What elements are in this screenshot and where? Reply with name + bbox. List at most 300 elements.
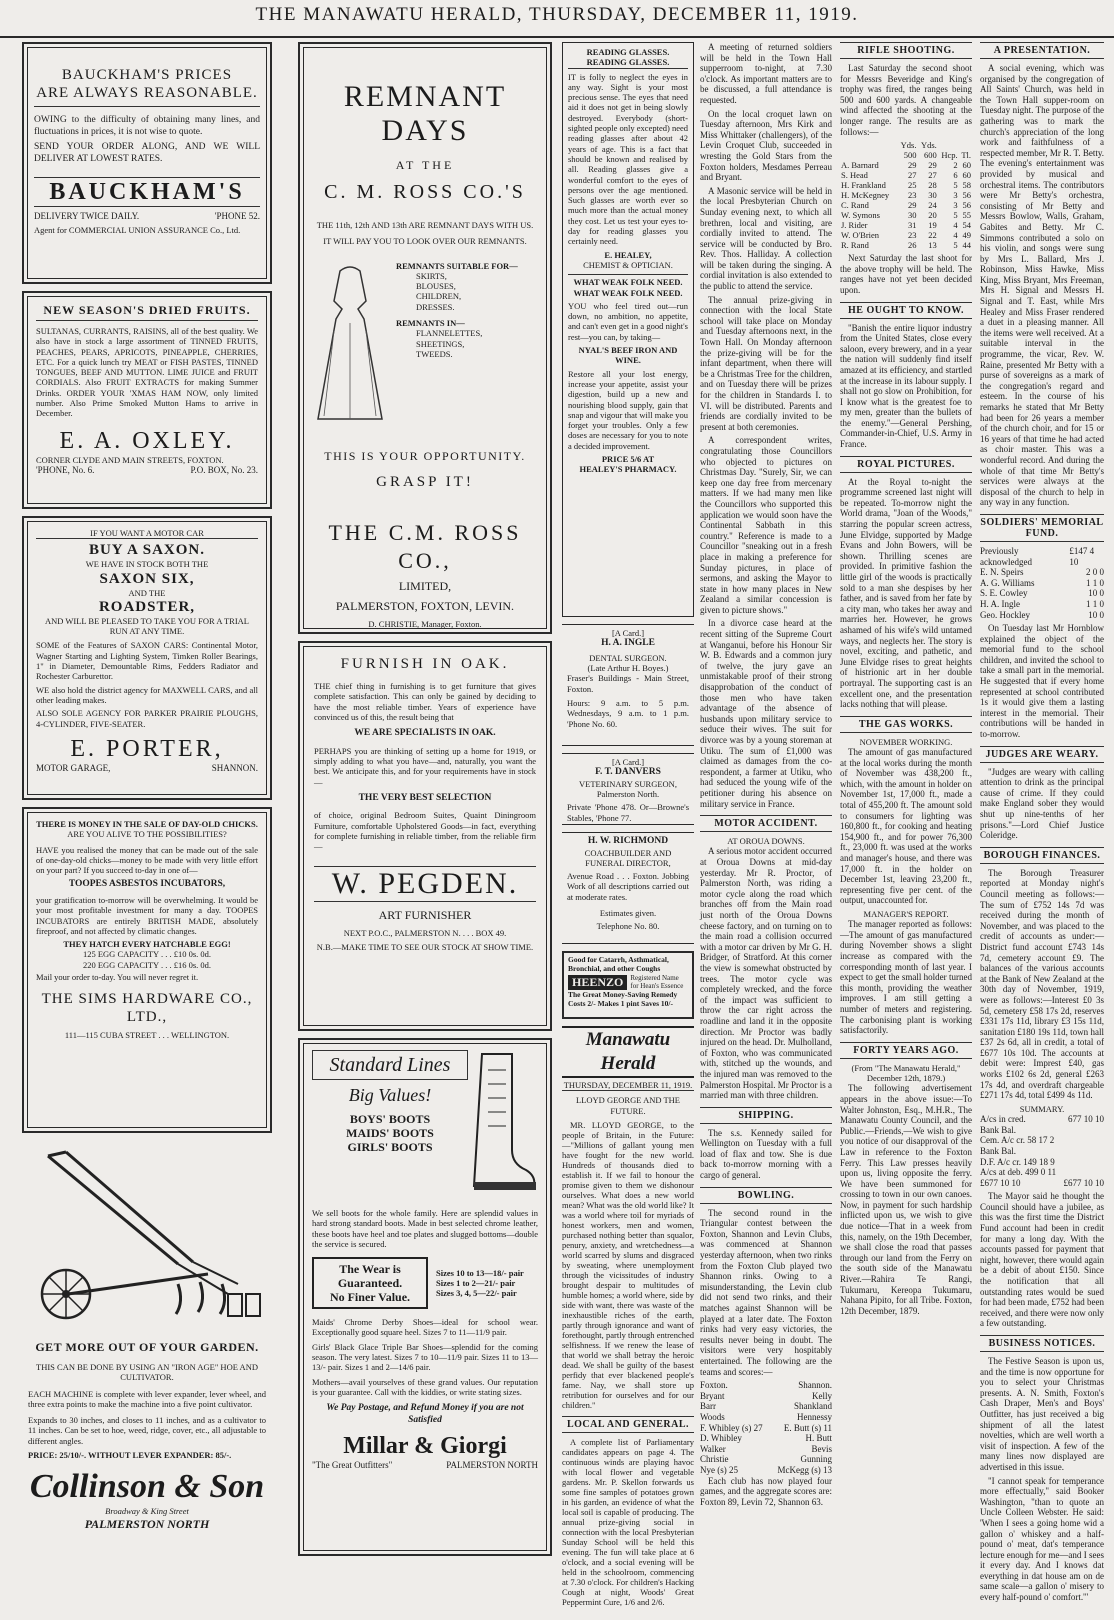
heenzo-remedy: The Great Money-Saving Remedy bbox=[568, 990, 678, 999]
bowling-team-cell: H. Butt bbox=[805, 1433, 832, 1444]
fund-row bbox=[980, 599, 1104, 610]
porter-buy: BUY A SAXON. bbox=[88, 542, 206, 559]
rifle-cell bbox=[840, 150, 897, 160]
ingle-address: Fraser's Buildings - Main Street, Foxton. bbox=[567, 673, 689, 694]
millar-top bbox=[312, 1050, 538, 1200]
bowling-team-cell: E. Butt (s) 11 bbox=[783, 1422, 832, 1433]
millar-big: Big Values! bbox=[348, 1085, 432, 1105]
boot-illustration bbox=[468, 1050, 538, 1200]
manager-report-text: The manager reported as follows:—The amount of gas manufactured during November shows a slight increase as compared with the corresponding month of last year. I expect to get the small holder turned this month, providing the weather improves. I am still getting a number of meters and registering. The carbonising plant is working satisfactorily. bbox=[840, 919, 972, 1036]
porter-stock: WE HAVE IN STOCK BOTH THE bbox=[85, 559, 209, 570]
collinson-ad bbox=[22, 1140, 272, 1608]
ross-item: TWEEDS. bbox=[416, 348, 453, 359]
rifle-cell: H. McKegney bbox=[841, 190, 890, 201]
summary-row-cell: A/cs at deb. 499 0 11 bbox=[980, 1167, 1057, 1178]
healey-pharmacy: HEALEY'S PHARMACY. bbox=[579, 464, 677, 475]
bowling-text: The second round in the Triangular contest between the Foxton, Shannon and Levin Clubs, was commenced at Shannon yesterday afternoon, when two rinks from the Foxton Club played two Shannon rinks. Owing to a misunderstanding, the Levin club did not send two rinks, and their matches against Shannon will be played at a later date. The Foxton rinks had very easy victories, the results never being in doubt. The visitors were very hospitably entertained. The following are the teams and scores:— bbox=[700, 1207, 832, 1377]
cultivator-illustration bbox=[28, 1144, 266, 1334]
porter-features: SOME of the Features of SAXON CARS: Continental Motor, Wagner Starting and Lighting System, Timken Roller Bearings, 1" in Diameter, Demountable Rims, Fedders Radiator and Rochester Carburettor. bbox=[36, 640, 258, 682]
rifle-cell: 24 bbox=[928, 200, 937, 211]
millar-girls: Girls' Black Glace Triple Bar Shoes—splendid for the coming season. The very latest. Sizes 7 to 10—11/9 pair. Sizes 11 to 13—13/- pair. Sizes 1 and 2—14/6 pair. bbox=[312, 1341, 538, 1373]
manager-report-heading: MANAGER'S REPORT. bbox=[863, 908, 949, 919]
herald-editorial bbox=[562, 1026, 694, 1607]
sims-ltd: LTD., bbox=[126, 1009, 168, 1026]
rifle-cell: 5 bbox=[953, 240, 958, 251]
millar-wear: Guaranteed. bbox=[337, 1276, 403, 1291]
millar-mothers: Mothers—avail yourselves of these grand values. Our reputation is your guarantee. Call with the kiddies, or write stating sizes. bbox=[312, 1376, 538, 1397]
ross-manager: D. CHRISTIE, Manager, Foxton. bbox=[368, 618, 482, 629]
forty-years-text: The following advertisement appears in the above issue:—To Walter Johnston, Esq., M.H.R., The Manawatu County Council, and the Public.—Friends,—We wish to give you notice of our disapproval of the Law in reference to the Foxton Ferry. This Law presses heavily upon us, living opposite the ferry. We have been summoned for crossing to town in our own canoes. Now, in payment for such hardship inflicted upon us, we wish to give due notice—That in a week from this, namely, on the 19th December, we shall close the road that passes through our land from the Ferry on the south side of the Manawatu River.—Rahira Te Rangi, Tukumaru, Kereopa Tukumaru, Nahana Pipito, for all Tribe. Foxton, 12th December, 1879. bbox=[840, 1083, 972, 1316]
ingle-card bbox=[562, 624, 694, 746]
millar-outfitters: "The Great Outfitters" bbox=[312, 1460, 393, 1471]
heenzo-brand: HEENZO bbox=[568, 975, 627, 990]
herald-title: Manawatu Herald bbox=[562, 1026, 694, 1078]
ross-days: DAYS bbox=[381, 114, 469, 147]
healey-price: PRICE 5/6 AT bbox=[601, 453, 655, 464]
rifle-cell: 23 bbox=[907, 190, 917, 201]
summary-row bbox=[980, 1146, 1104, 1157]
millar-size: Sizes 3, 4, 5—22/- pair bbox=[436, 1288, 517, 1299]
ross-item: BLOUSES, bbox=[416, 281, 456, 292]
sims-address: 111—115 CUBA STREET . . . WELLINGTON. bbox=[64, 1030, 230, 1041]
fund-row-cell: E. N. Speirs bbox=[980, 567, 1024, 578]
bowling-team-cell: Nye (s) 25 bbox=[700, 1464, 738, 1475]
healey-ad bbox=[562, 42, 694, 617]
sims-brand: TOOPES ASBESTOS INCUBATORS, bbox=[68, 879, 226, 890]
memorial-fund-list bbox=[980, 546, 1104, 620]
summary-row-cell: Bank Bal. bbox=[980, 1124, 1016, 1135]
porter-name: E. PORTER, bbox=[70, 735, 224, 762]
motor-accident-sub: AT OROUA DOWNS. bbox=[727, 836, 805, 847]
ingle-label: [A Card.] bbox=[611, 628, 645, 638]
summary-row bbox=[980, 1125, 1104, 1136]
richmond-phone: Telephone No. 80. bbox=[596, 921, 660, 932]
richmond-name: H. W. RICHMOND bbox=[587, 836, 669, 846]
porter-town: SHANNON. bbox=[211, 762, 258, 773]
local-general-heading: LOCAL AND GENERAL. bbox=[562, 1416, 694, 1433]
rifle-end: Next Saturday the last shoot for the above trophy will be held. The ranges have not yet been decided upon. bbox=[840, 253, 972, 295]
news-paragraph: On the local croquet lawn on Tuesday afternoon, Mrs Kirk and Miss Whittaker (challengers), of the Levin Croquet Club, succeeded in wresting the Gold Stars from the Foxton holders, Mesdames Perreau and Bryant. bbox=[700, 108, 832, 183]
healey-name: E. HEALEY, bbox=[604, 249, 652, 260]
ross-item: SKIRTS, bbox=[416, 270, 447, 281]
richmond-role: COACHBUILDER AND FUNERAL DIRECTOR, bbox=[584, 847, 672, 868]
masthead: THE MANAWATU HERALD, THURSDAY, DECEMBER 11, 1919. bbox=[0, 4, 1114, 38]
pegden-art: ART FURNISHER bbox=[378, 907, 472, 922]
rifle-row bbox=[840, 200, 972, 210]
dress-illustration bbox=[310, 261, 390, 431]
borough-finances-heading: BOROUGH FINANCES. bbox=[980, 847, 1104, 864]
rifle-cell: 600 bbox=[924, 150, 937, 161]
summary-row-cell: A/cs in cred. bbox=[980, 1114, 1026, 1125]
sims-text-2: your gratification to-morrow will be overwhelming. It would be your most profitable investment for many a day. TOOPES INCUBATORS are entirely BRITISH MADE, absolutely fireproof, and not affected by climatic changes. bbox=[36, 894, 258, 936]
pegden-nb: N.B.—MAKE TIME TO SEE OUR STOCK AT SHOW TIME. bbox=[316, 941, 534, 952]
bowling-team-cell: Shankland bbox=[794, 1401, 832, 1412]
millar-guarantee-box bbox=[312, 1257, 428, 1309]
collinson-text: THIS CAN BE DONE BY USING AN "IRON AGE" HOE AND CULTIVATOR. bbox=[36, 1362, 258, 1383]
herald-date: THURSDAY, DECEMBER 11, 1919. bbox=[563, 1080, 693, 1090]
bowling-end: Each club has now played four games, and the aggregate scores are: Foxton 89, Levin 72, Shannon 63. bbox=[700, 1475, 832, 1507]
rifle-cell: 27 bbox=[928, 170, 937, 181]
fund-row bbox=[980, 546, 1104, 567]
ross-limited: LIMITED, bbox=[398, 578, 452, 593]
fund-row-cell: 1 1 0 bbox=[1086, 577, 1104, 588]
summary-row bbox=[980, 1135, 1104, 1146]
ross-pay: IT WILL PAY YOU TO LOOK OVER OUR REMNANTS. bbox=[323, 236, 527, 247]
collinson-text-3: Expands to 30 inches, and closes to 11 inches, and as a cultivator to 11 inches. Can be set to hoe, weed, ridge, cover, etc., all adjustable to different angles. bbox=[28, 1415, 266, 1446]
rifle-cell: H. Frankland bbox=[841, 180, 886, 191]
pegden-text: THE chief thing in furnishing is to get furniture that gives complete satisfaction. This can only be gained by deciding to have the most reliable timber. Years of experience have convinced us of this, the result being that bbox=[314, 681, 536, 722]
oxley-title: NEW SEASON'S DRIED FRUITS. bbox=[36, 303, 258, 321]
collinson-town: PALMERSTON NORTH bbox=[84, 1516, 210, 1531]
rifle-cell: 20 bbox=[928, 210, 937, 221]
sims-mail: Mail your order to-day. You will never regret it. bbox=[36, 972, 199, 983]
ingle-role: DENTAL SURGEON. bbox=[589, 652, 667, 663]
fund-row bbox=[980, 578, 1104, 589]
ross-ad bbox=[298, 42, 552, 634]
porter-andthe: AND THE bbox=[128, 587, 166, 598]
oxley-ad bbox=[22, 291, 272, 509]
rifle-cell: 500 bbox=[903, 150, 917, 161]
rifle-cell: Yds. bbox=[920, 140, 937, 151]
fund-row-cell: Geo. Hockley bbox=[980, 609, 1030, 620]
heenzo-good: Good for Catarrh, Asthmatical, Bronchial, and other Coughs bbox=[568, 955, 669, 973]
richmond-card bbox=[562, 832, 694, 944]
pegden-best: THE VERY BEST SELECTION bbox=[358, 792, 492, 803]
boot-drawing bbox=[468, 1050, 538, 1200]
bowling-team-row bbox=[700, 1412, 832, 1423]
healey-weak: WHAT WEAK FOLK NEED. bbox=[568, 274, 688, 287]
forty-years-sub: (From "The Manawatu Herald," December 12th, 1879.) bbox=[851, 1062, 961, 1084]
herald-lead-text: MR. LLOYD GEORGE, to the people of Britain, in the Future:—"Millions of gallant young men have fought for the new world. Hundreds of thousands died to establish it. If we fail to honour the promise given to them we dishonour ourselves. What does a new world mean? What was the old world like? It was a world where toil for myriads of honest workers, men and women, purchased nothing better than squalor, penury, anxiety, and wretchedness—a world scarred by slums and disgraced by sweating, where unemployment through the vicissitudes of industry brought despair to multitudes of humble homes; a world where, side by side with want, there was waste of the inexhaustible riches of the earth, partly through ignorance and want of forethought, partly through entrenched selfishness. If we renew the lease of that world we shall betray the heroic dead. We shall be guilty of the basest perfidy that ever blackened people's fame. Nay, we shall store up retribution for ourselves and for our children." bbox=[562, 1119, 694, 1410]
summary-row bbox=[980, 1114, 1104, 1125]
rifle-cell: 3 bbox=[953, 200, 958, 211]
danvers-role: VETERINARY SURGEON, Palmerston North. bbox=[579, 778, 677, 800]
rifle-cell: 4 bbox=[953, 230, 958, 241]
rifle-cell: 29 bbox=[907, 160, 917, 171]
porter-trial: AND WILL BE PLEASED TO TAKE YOU FOR A TRIAL RUN AT ANY TIME. bbox=[44, 615, 250, 637]
fund-row-cell: 2 0 0 bbox=[1086, 567, 1104, 578]
bowling-team-row bbox=[700, 1444, 832, 1455]
forty-years-heading: FORTY YEARS AGO. bbox=[840, 1042, 972, 1059]
gas-works-text: The amount of gas manufactured at the local works during the month of November was 438,200 ft., which, with the amount in holder on November 1st, 17,000 ft., made a total of 455,200 ft. The amount sold to consumers for lighting was 160,800 ft., for cooking and heating 154,900 ft., and for power 76,300 ft., 23,000 ft. was used at the works and manager's house, and there was 17,000 ft. in the holder on December 1st, leaving 23,200 ft., representing five per cent. of the output, unaccounted for. bbox=[840, 747, 972, 906]
bowling-team-cell: Shannon. bbox=[798, 1380, 832, 1391]
richmond-text: Avenue Road . . . Foxton. Jobbing Work of all descriptions carried out at moderate rates. bbox=[567, 871, 689, 902]
motor-accident-text: A serious motor accident occurred at Oroua Downs at mid-day yesterday. Mr R. Proctor, of Palmerston North, was riding a motor cycle along the road which branches off from the Main road just north of the Oroua Downs cheese factory, and on turning on to the main road a collision occurred with a motor car driven by Mr G. H. Bridger, of Stratford. At this corner the view is somewhat obstructed by trees. The motor cycle was completely wrecked, and the force of the impact was sufficient to throw the car right across the roadline and land it in the opposite direction. Mr Proctor was badly injured on the head. Dr. Mulholland, of Foxton, who was communicated with, stitched up the wounds, and the injured man was removed to the Palmerston Hospital. Mr Proctor is a married man with three children. bbox=[700, 846, 832, 1101]
bowling-team-row bbox=[700, 1380, 832, 1391]
bowling-team-cell: F. Whibley (s) 27 bbox=[700, 1422, 763, 1433]
millar-title: Standard Lines bbox=[312, 1050, 468, 1080]
rifle-cell: 22 bbox=[928, 230, 937, 241]
bauckham-contact bbox=[34, 211, 260, 222]
column-6 bbox=[980, 42, 1104, 1614]
sims-text: HAVE you realised the money that can be made out of the sale of one-day-old chicks—money to be made with very little effort on your part? If you succeed to-day in one of— bbox=[36, 844, 258, 876]
gas-works-heading: THE GAS WORKS. bbox=[840, 716, 972, 733]
rifle-cell: 28 bbox=[928, 180, 937, 191]
ross-towns: PALMERSTON, FOXTON, LEVIN. bbox=[335, 598, 515, 613]
ross-item: CHILDREN, bbox=[416, 291, 462, 302]
oxley-contact bbox=[36, 465, 258, 476]
news-paragraph: A meeting of returned soldiers will be held in the Town Hall supperroom to-night, at 7.30 o'clock. As important matters are to be discussed, a full attendance is requested. bbox=[700, 42, 832, 105]
bauckham-text-2: SEND YOUR ORDER ALONG, AND WE WILL DELIVER AT LOWEST RATES. bbox=[34, 142, 260, 164]
shipping-heading: SHIPPING. bbox=[700, 1107, 832, 1124]
ross-item: FLANNELETTES, bbox=[416, 328, 483, 339]
fund-row bbox=[980, 610, 1104, 621]
collinson-text-2: EACH MACHINE is complete with lever expander, lever wheel, and three extra points to make the machine into a five point cultivator. bbox=[28, 1388, 266, 1409]
millar-name: Millar & Giorgi bbox=[343, 1433, 507, 1460]
local-general-text: A complete list of Parliamentary candidates appears on page 4. The continuous winds are playing havoc with local flower and vegetable gardens. Mr. P. Skellon forwards us some fine samples of potatoes grown in his garden, an evidence of what the local soil is capable of producing. The annual prize-giving social in connection with the local Presbyterian Sunday School will be held this evening. The fun will take place at 6 o'clock, and a social evening will be held in the schoolroom, commencing at 7.30 o'clock. For children's Hacking Cough at night, Woods' Great Peppermint Cure, 1/6 and 2/6. bbox=[562, 1436, 694, 1607]
column-3 bbox=[562, 42, 694, 1614]
rifle-text: Last Saturday the second shoot for Messrs Beveridge and King's trophy was fired, the ranges being 500 and 600 yards. A changeable wind affected the shooting at the longer range. The results are as follows:— bbox=[840, 63, 972, 137]
millar-size: Sizes 10 to 13—18/- pair bbox=[436, 1267, 524, 1278]
summary-row-cell: 677 10 10 bbox=[1068, 1114, 1104, 1125]
judges-text: "Judges are weary with calling attention to drink as the principal cause of crime. If they could make England sober they would shut up nine-tenths of her prisons."—Lord Chief Justice Coleridge. bbox=[980, 766, 1104, 841]
rifle-cell: 58 bbox=[962, 180, 971, 191]
ross-at: AT THE bbox=[395, 158, 455, 172]
healey-headline: READING GLASSES. bbox=[586, 47, 670, 57]
ross-store: C. M. ROSS CO.'S bbox=[324, 181, 526, 203]
sims-subheadline: ARE YOU ALIVE TO THE POSSIBILITIES? bbox=[67, 829, 227, 840]
presentation-text: A social evening, which was organised by the congregation of All Saints' Church, was held in the Town Hall supper-room on Tuesday night. The purpose of the gathering was to mark the church's appreciation of the long work and faithfulness of a respected member, Mr R. T. Betty. The evening's entertainment was provided by musical and orchestral items. The contributors were Mr Betty's orchestra, consisting of Mr Betty and Messrs Bowlow, Walls, Graham, Gabites and Betty. Mr C. Simmons contributed a solo on his violin, and songs were sung by Mrs L. Ballard, Mrs J. Robinson, Miss Hawke, Miss King, Miss Bryant, Mrs Freeman, Mrs H. Signal and Messrs H. Signal and T. East, while Mrs Healey and Miss Fraser rendered a duet in a pleasing manner. All the items were well received. At a suitable interval in the programme, the vicar, Rev. W. Raine, presented Mr Betty with a purse of sovereigns as a mark of the congregation's regard and esteem. In the course of his remarks he stated that Mr Betty had been for 26 years a member of the church choir, and for 15 or 16 years of that time he had acted as choir master. This was a wonderful record. And during the whole of that time Mr Betty's services were always at the disposal of the church to help in any way in any function. bbox=[980, 63, 1104, 508]
millar-text: We sell boots for the whole family. Here are splendid values in hard strong standard boots. Made in best selected chrome leather, these boots have heel and toe plates and slugged bottoms—double the service is secured. bbox=[312, 1208, 538, 1249]
millar-wear: No Finer Value. bbox=[329, 1290, 411, 1305]
rifle-row bbox=[840, 230, 972, 240]
fund-row-cell: Previously acknowledged bbox=[980, 545, 1032, 567]
bowling-team-row bbox=[700, 1433, 832, 1444]
memorial-fund-text: On Tuesday last Mr Hornblow explained the object of the memorial fund to the school children, and invited the school to take a small part in the memorial. He suggested that if every home represented at school contributed 1s it would give them a lasting interest in the memorial. Their contributions will be handed in to-morrow. bbox=[980, 623, 1104, 740]
rifle-cell: 60 bbox=[962, 160, 971, 171]
summary-heading: SUMMARY. bbox=[1019, 1103, 1065, 1114]
business-notices-heading: BUSINESS NOTICES. bbox=[980, 1335, 1104, 1352]
rifle-header-row bbox=[840, 150, 972, 160]
porter-garage-row bbox=[36, 763, 258, 774]
fund-row-cell: 1 1 0 bbox=[1086, 598, 1104, 609]
porter-roadster: ROADSTER, bbox=[98, 598, 196, 615]
judges-heading: JUDGES ARE WEARY. bbox=[980, 746, 1104, 763]
porter-six: SAXON SIX, bbox=[99, 570, 195, 587]
pegden-address: NEXT P.O.C., PALMERSTON N. . . . BOX 49. bbox=[343, 927, 507, 938]
bowling-team-cell: Kelly bbox=[812, 1390, 832, 1401]
rifle-cell: R. Rand bbox=[841, 240, 869, 251]
news-paragraph: In a divorce case heard at the recent sitting of the Supreme Court at Wanganui, before his Honour Sir W. B. Edwards and a common jury of twelve, the jury gave an unmistakable proof of their strong disapprobation of the conduct of those men who have taken advantage of the absence of husbands upon military service to seduce their wives. The suit for divorce was by a young storeman at Utiku. The sum of £1,000 was claimed as damages from the co-respondent, a farmer at Utiku, who had seduced the young wife of the petitioner during his absence on military service in France. bbox=[700, 618, 832, 809]
bowling-team-cell: Christie bbox=[700, 1454, 729, 1465]
rifle-cell: A. Barnard bbox=[841, 160, 879, 171]
bowling-team-row bbox=[700, 1465, 832, 1476]
sims-name: THE SIMS HARDWARE CO., bbox=[41, 991, 253, 1008]
dress-drawing bbox=[310, 261, 390, 431]
fund-row bbox=[980, 588, 1104, 599]
shipping-text: The s.s. Kennedy sailed for Wellington on Tuesday with a full load of flax and tow. She is due back to-morrow morning with a cargo of general. bbox=[700, 1127, 832, 1181]
rifle-cell: 6 bbox=[953, 170, 958, 181]
ross-remnants-block bbox=[310, 261, 540, 431]
rifle-cell bbox=[959, 140, 972, 150]
healey-headline: READING GLASSES. bbox=[568, 57, 688, 68]
rifle-cell bbox=[938, 140, 959, 150]
rifle-header-row bbox=[840, 140, 972, 150]
ingle-name: H. A. INGLE bbox=[601, 638, 655, 649]
rifle-cell: 55 bbox=[962, 210, 971, 221]
porter-garage: MOTOR GARAGE, bbox=[36, 762, 111, 773]
danvers-name: F. T. DANVERS bbox=[595, 767, 661, 778]
bauckham-name: BAUCKHAM'S bbox=[34, 177, 260, 207]
column-4 bbox=[700, 42, 832, 1614]
rifle-cell: 27 bbox=[907, 170, 917, 181]
bowling-team-cell: Hennessy bbox=[797, 1411, 832, 1422]
rifle-cell: 31 bbox=[907, 220, 917, 231]
collinson-street: Broadway & King Street bbox=[105, 1506, 189, 1517]
porter-ad bbox=[22, 516, 272, 800]
rifle-row bbox=[840, 220, 972, 230]
ross-company: THE C.M. ROSS CO., bbox=[328, 519, 522, 573]
fund-row-cell: H. A. Ingle bbox=[980, 598, 1020, 609]
oxley-box: P.O. BOX, No. 23. bbox=[190, 464, 258, 475]
rifle-cell: 30 bbox=[907, 210, 917, 221]
news-paragraph: The annual prize-giving in connection with the local State school will take place on Monday and Tuesday afternoons next, in the Town Hall. On Monday afternoon the prize-giving will be for the infant department, when there will be a Christmas Tree for the children, and on Tuesday there will be prizes for the children in Standards I. to VI. will be distributed. Parents and friends are cordially invited to be present at both ceremonies. bbox=[700, 294, 832, 432]
bauckham-ad bbox=[22, 42, 272, 284]
healey-text-2: YOU who feel tired out—run down, no ambition, no appetite, and can't even get in a good night's rest—you can, by taking— bbox=[568, 300, 688, 342]
column-5 bbox=[840, 42, 972, 1614]
fund-row bbox=[980, 567, 1104, 578]
summary-row-cell: Bank Bal. bbox=[980, 1145, 1016, 1156]
bowling-team-row bbox=[700, 1391, 832, 1402]
richmond-estimates: Estimates given. bbox=[599, 907, 657, 918]
rifle-cell: 4 bbox=[953, 220, 958, 231]
rifle-row bbox=[840, 160, 972, 170]
rifle-cell: 30 bbox=[928, 190, 937, 201]
rifle-cell: Yds. bbox=[900, 140, 917, 151]
bowling-team-cell: Bryant bbox=[700, 1390, 725, 1401]
porter-agency: WE also hold the district agency for MAXWELL CARS, and all other leading makes. bbox=[36, 684, 258, 705]
rifle-cell: 5 bbox=[953, 210, 958, 221]
ross-item: SHEETINGS, bbox=[416, 338, 465, 349]
bowling-team-cell: Foxton. bbox=[700, 1380, 728, 1391]
heenzo-ad bbox=[562, 951, 694, 1019]
bowling-team-cell: Walker bbox=[700, 1443, 726, 1454]
fund-row-cell: £147 4 10 bbox=[1069, 545, 1095, 567]
oxley-phone: 'PHONE, No. 6. bbox=[36, 464, 95, 475]
oxley-text: SULTANAS, CURRANTS, RAISINS, all of the best quality. We also have in stock a large assortment of TINNED FRUITS, PEACHES, PEARS, APRICOTS, PINEAPPLE, CHERRIES, ETC. For a quick lunch try MEAT or FISH PASTES, TINNED TONGUES, BEEF AND MUTTON. LIME JUICE and FRUIT CORDIALS. Also FRUIT EXTRACTS for making Summer Drinks. ORDER YOUR 'XMAS HAM NOW, only limited number. Also Prime Smoked Mutton Hams to arrive in December. bbox=[36, 326, 258, 419]
millar-wear: The Wear is bbox=[339, 1262, 401, 1277]
millar-size: Sizes 1 to 2—21/- pair bbox=[436, 1278, 516, 1289]
millar-footer bbox=[312, 1460, 538, 1471]
bowling-teams bbox=[700, 1380, 832, 1475]
rifle-cell: 13 bbox=[928, 240, 937, 251]
rifle-cell: W. Symons bbox=[841, 210, 880, 221]
rifle-cell: 25 bbox=[907, 180, 917, 191]
bowling-heading: BOWLING. bbox=[700, 1187, 832, 1204]
heenzo-brand-row bbox=[568, 974, 688, 990]
motor-accident-heading: MOTOR ACCIDENT. bbox=[700, 815, 832, 832]
ross-suitable: REMNANTS SUITABLE FOR— bbox=[396, 260, 518, 271]
borough-finances-text: The Borough Treasurer reported at Monday night's Council meeting as follows:—The sum of £752 14s 7d was received during the month of November, and was placed to the credit of accounts as under:—District fund account £743 14s 7d, cemetery account £9. The balances of the various accounts at the Bank of New Zealand at the 30th day of November, 1919, were as follows:—Interest £0 3s 5d, cemetery £58 17s 2d, reserves £331 17s 11d, library £3 15s 11d, sanitation £180 19s 11d, town hall £37 2s 6d, all in credit, a total of £677 10s 10d. The accounts at debit were: Imprest £40, gas works £102 6s 2d, general £263 17s 4d, and overdraft chargeable £271 17s 4d, total £499 4s 11d. bbox=[980, 867, 1104, 1101]
sims-capacity-2: 220 EGG CAPACITY . . . £16 0s. 0d. bbox=[82, 959, 212, 970]
rifle-row bbox=[840, 180, 972, 190]
pegden-specialists: WE ARE SPECIALISTS IN OAK. bbox=[354, 728, 496, 739]
rifle-cell: 3 bbox=[953, 190, 958, 201]
rifle-row bbox=[840, 190, 972, 200]
rifle-cell: 44 bbox=[962, 240, 971, 251]
sims-capacity-1: 125 EGG CAPACITY . . . £10 0s. 0d. bbox=[82, 949, 212, 960]
herald-lead-head: LLOYD GEORGE AND THE FUTURE. bbox=[576, 1095, 680, 1116]
oxley-name: E. A. OXLEY. bbox=[59, 427, 235, 454]
rifle-cell: W. O'Brien bbox=[841, 230, 880, 241]
presentation-heading: A PRESENTATION. bbox=[980, 42, 1104, 59]
rifle-cell: 56 bbox=[962, 200, 971, 211]
rifle-heading: RIFLE SHOOTING. bbox=[840, 42, 972, 59]
bowling-team-cell: D. Whibley bbox=[700, 1433, 742, 1444]
danvers-label: [A Card.] bbox=[611, 757, 645, 767]
porter-also: ALSO SOLE AGENCY FOR PARKER PRAIRIE PLOUGHS, 4-CYLINDER, FIVE-SEATER. bbox=[36, 708, 258, 729]
millar-town: PALMERSTON NORTH bbox=[446, 1460, 538, 1471]
millar-line: BOYS' BOOTS bbox=[349, 1112, 431, 1126]
news-paragraph: A correspondent writes, congratulating those Councillors who objected to pictures on Christmas Day. "Surely, Sir, we can keep one day free from mercenary matters. If we had many men like the Councillors who supported this application we would soon have the Continental Sabbath in this country." Reference is made to a Councillor "sneaking out in a fresh place in making a preference for Sunday pictures, in place of sermons, and asking the Mayor to state in how many places in New Zealand a similar concession is given to picture shows." bbox=[700, 435, 832, 615]
rifle-row bbox=[840, 240, 972, 250]
rifle-cell: 26 bbox=[907, 240, 917, 251]
ingle-late: (Late Arthur H. Boyes.) bbox=[587, 663, 669, 674]
porter-top: IF YOU WANT A MOTOR CAR bbox=[36, 528, 258, 539]
rifle-cell: 2 bbox=[953, 160, 958, 171]
fund-row-cell: 10 0 bbox=[1088, 609, 1104, 620]
bowling-team-cell: McKegg (s) 13 bbox=[777, 1464, 832, 1475]
millar-postage: We Pay Postage, and Refund Money if you are not Satisfied bbox=[326, 1403, 524, 1425]
bowling-team-cell: Bevis bbox=[811, 1443, 832, 1454]
pegden-name: W. PEGDEN. bbox=[314, 866, 536, 902]
news-paragraph: A Masonic service will be held in the local Presbyterian Church on Sunday evening next, to which all brethren, local and visiting, are cordially invited to attend. The service will be conducted by Bro. Rev. Thos. Halliday. A collection will be taken during the singing. A cordial invitation is also extended to the public to attend the service. bbox=[700, 185, 832, 292]
rifle-row bbox=[840, 210, 972, 220]
fund-row-cell: 10 0 bbox=[1088, 588, 1104, 599]
healey-text: IT is folly to neglect the eyes in any way. Sight is your most precious sense. The eyes that need aid it does not get in being slowly destroyed. Everybody (short-sighted people only excepted) need reading glasses after about 42 years of age. This is a fact that should be known and realised by all. Reading glasses give a wonderful comfort to the eyes of persons over the age mentioned. Such glasses are worth ever so much more than the actual money they cost. Let us test your eyes to-day for reading glasses you certainly need. bbox=[568, 71, 688, 247]
royal-pictures-text: At the Royal to-night the programme screened last night will be repeated. To-morrow night the World drama, "Joan of the Woods," starring the popular screen actress, June Elvidge, supported by Madge Evans and John Bowers, will be shown. Thrilling scenes are provided. In primitive fashion the little girl of the woods is practically sold to a man she despises by her father, and is saved from her fate by a city man, who takes her away and marries her. However, he grows ashamed of his wife's wild untamed ways, and neglects her. The story is novel, exciting, and pathetic, and June Elvidge rises to great heights of histrionic art in her double portrayal. The supporting cast is an excellent one, and the presentation lacks nothing that will please. bbox=[840, 476, 972, 710]
summary-text: The Mayor said he thought the Council should have a jubilee, as this was the first time the District Fund account had been in credit for many a long day. With the accounts passed for payment that night, however, there would again be a debit of about £150. Since the notification that all outstanding rates would be sued for had been made, £752 had been received, and there were now only a few outstanding. bbox=[980, 1191, 1104, 1329]
ross-opportunity: THIS IS YOUR OPPORTUNITY. bbox=[324, 448, 526, 463]
divider bbox=[34, 106, 260, 107]
ross-dates: THE 11th, 12th AND 13th ARE REMNANT DAYS WITH US. bbox=[316, 220, 534, 230]
bowling-team-cell: Gunning bbox=[800, 1454, 832, 1465]
rifle-table bbox=[840, 140, 972, 250]
summary-list bbox=[980, 1114, 1104, 1188]
heenzo-reg: Registered Name for Hean's Essence bbox=[630, 974, 684, 990]
bowling-team-cell: Woods bbox=[700, 1411, 725, 1422]
cultivator-drawing bbox=[28, 1144, 266, 1334]
millar-ad bbox=[298, 1038, 552, 1556]
ross-grasp: GRASP IT! bbox=[376, 473, 474, 490]
sims-hatch: THEY HATCH EVERY HATCHABLE EGG! bbox=[63, 939, 231, 950]
summary-row-cell: Cem. A/c cr. 58 17 2 bbox=[980, 1135, 1055, 1146]
rifle-cell bbox=[840, 140, 897, 150]
collinson-price: PRICE: 25/10/-. WITHOUT LEVER EXPANDER: 85/-. bbox=[28, 1450, 232, 1461]
rifle-cell: 49 bbox=[962, 230, 971, 241]
pegden-text-3: of choice, original Bedroom Suites, Quaint Diningroom Furniture, comfortable Upholstered Goods—in fact, everything for complete furnishing in reliable timber, from the reliable firm— bbox=[314, 810, 536, 852]
ought-to-know-text: "Banish the entire liquor industry from the United States, close every saloon, every brewery, and in a year the nation will suddenly find itself amazed at its efficiency, and startled at the increase in its labour supply. I shall not go slow on Prohibition, for I know what is the greatest foe to my men, greater than the bullets of the enemy."—General Pershing, Commander-in-Chief, U.S. Army in France. bbox=[840, 322, 972, 450]
rifle-cell: 29 bbox=[907, 200, 917, 211]
bowling-team-cell: Barr bbox=[700, 1401, 716, 1412]
summary-row bbox=[980, 1157, 1104, 1168]
rifle-cell: 5 bbox=[953, 180, 958, 191]
gas-works-sub: NOVEMBER WORKING. bbox=[859, 736, 953, 747]
healey-tonic: NYAL'S BEEF IRON AND WINE. bbox=[578, 345, 678, 366]
ross-in: REMNANTS IN— bbox=[396, 318, 465, 329]
bowling-team-row bbox=[700, 1454, 832, 1465]
fund-row-cell: A. G. Williams bbox=[980, 577, 1035, 588]
bowling-team-row bbox=[700, 1401, 832, 1412]
healey-trade: CHEMIST & OPTICIAN. bbox=[583, 259, 673, 270]
rifle-cell: Hcp. bbox=[941, 150, 958, 161]
healey-weak: WHAT WEAK FOLK NEED. bbox=[573, 287, 683, 298]
heenzo-costs: Costs 2/- Makes 1 pint Saves 10/- bbox=[568, 999, 674, 1008]
rifle-cell: J. Rider bbox=[841, 220, 868, 231]
bauckham-text: OWING to the difficulty of obtaining many lines, and fluctuations in prices, it is not wise to quote. bbox=[34, 115, 260, 137]
millar-line: MAIDS' BOOTS bbox=[346, 1126, 434, 1140]
summary-row bbox=[980, 1178, 1104, 1189]
